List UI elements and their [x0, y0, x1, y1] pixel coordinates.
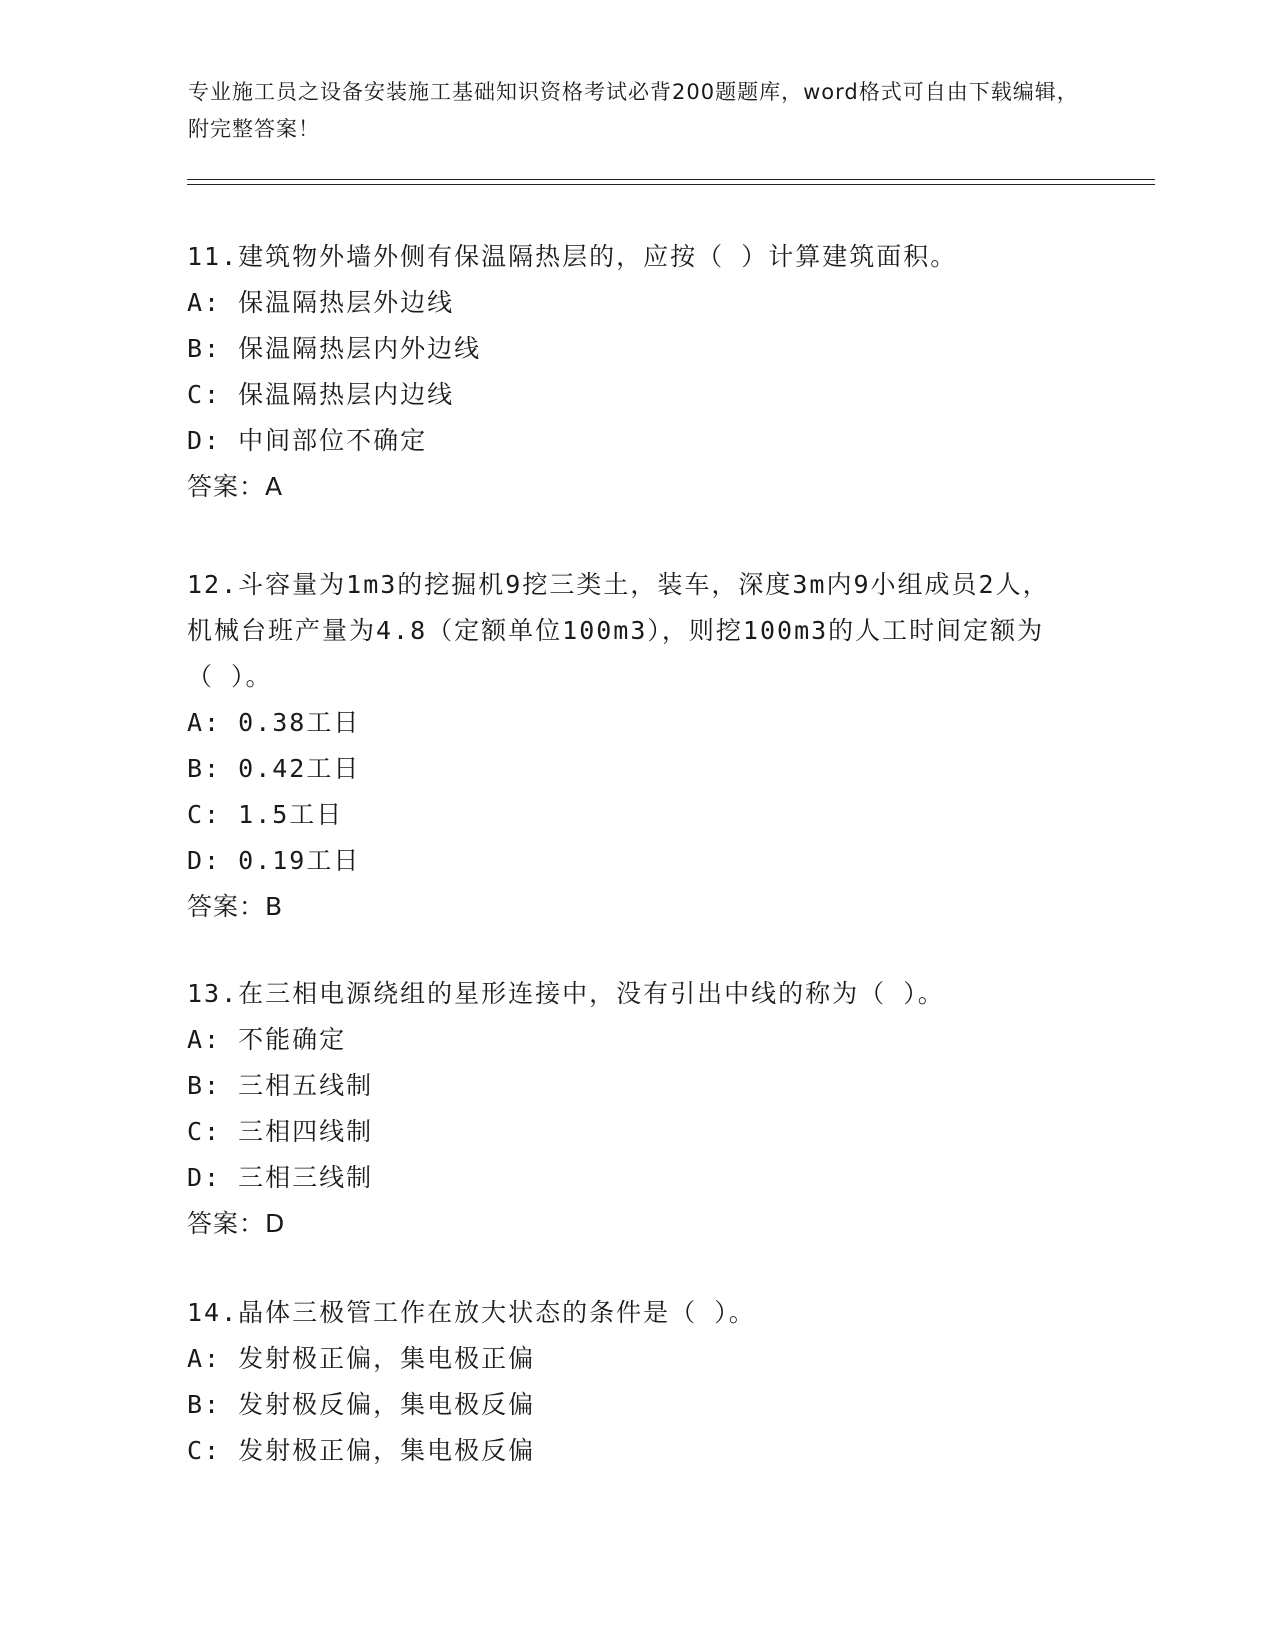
- option-a: A: 不能确定: [187, 1025, 347, 1054]
- option-b: B: 三相五线制: [187, 1071, 374, 1100]
- option-c: C: 1.5工日: [187, 800, 344, 829]
- option-a: A: 发射极正偏，集电极正偏: [187, 1344, 536, 1373]
- question-11: [187, 234, 1067, 510]
- option-d: D: 中间部位不确定: [187, 426, 428, 455]
- question-12: [187, 562, 1067, 930]
- option-c: C: 三相四线制: [187, 1117, 374, 1146]
- option-a: A: 0.38工日: [187, 708, 361, 737]
- answer: 答案：B: [187, 892, 284, 921]
- header-divider-bottom: [187, 184, 1155, 185]
- question-14: [187, 1290, 1067, 1474]
- option-b: B: 0.42工日: [187, 754, 361, 783]
- option-a: A: 保温隔热层外边线: [187, 288, 455, 317]
- answer: 答案：A: [187, 472, 284, 501]
- document-header: 专业施工员之设备安装施工基础知识资格考试必背200题题库，word格式可自由下载编辑，附完整答案！: [188, 80, 1079, 141]
- option-d: D: 0.19工日: [187, 846, 361, 875]
- option-b: B: 保温隔热层内外边线: [187, 334, 482, 363]
- option-d: D: 三相三线制: [187, 1163, 374, 1192]
- header-divider-top: [187, 179, 1155, 180]
- question-stem: 12.斗容量为1m3的挖掘机9挖三类土，装车，深度3m内9小组成员2人，机械台班产量为4.8（定额单位100m3），则挖100m3的人工时间定额为（ ）。: [187, 570, 1050, 691]
- question-13: [187, 971, 1067, 1247]
- option-c: C: 保温隔热层内边线: [187, 380, 455, 409]
- question-stem: 11.建筑物外墙外侧有保温隔热层的，应按（ ）计算建筑面积。: [187, 242, 958, 271]
- option-b: B: 发射极反偏，集电极反偏: [187, 1390, 536, 1419]
- question-stem: 14.晶体三极管工作在放大状态的条件是（ ）。: [187, 1298, 756, 1327]
- question-stem: 13.在三相电源绕组的星形连接中，没有引出中线的称为（ ）。: [187, 979, 945, 1008]
- answer: 答案：D: [187, 1209, 286, 1238]
- option-c: C: 发射极正偏，集电极反偏: [187, 1436, 536, 1465]
